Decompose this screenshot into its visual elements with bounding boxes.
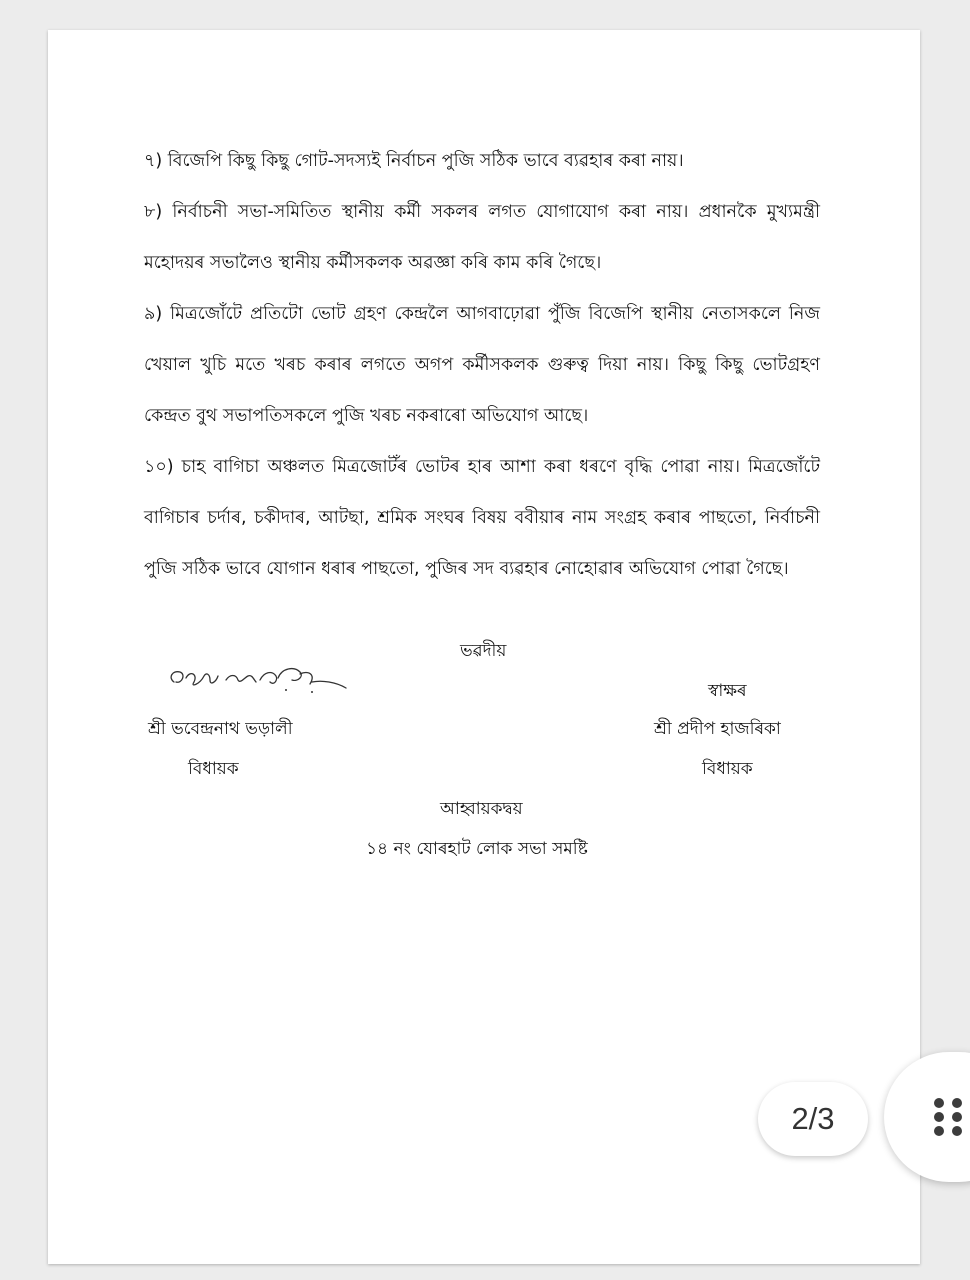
left-signatory-name: শ্ৰী ভবেন্দ্ৰনাথ ভড়ালী bbox=[148, 719, 293, 739]
handwritten-signature bbox=[160, 660, 350, 700]
grid-dots-icon bbox=[932, 1096, 966, 1138]
paragraph-10: ১০) চাহ বাগিচা অঞ্চলত মিত্ৰজোটঁৰ ভোটৰ হাৰ আশা কৰা ধৰণে বৃদ্ধি পোৱা নায়। মিত্ৰজোঁটে বাগিচাৰ চৰ্দাৰ, চকীদাৰ, আটছা, শ্ৰমিক সংঘৰ বিষয় ববীয়াৰ নাম সংগ্ৰহ কৰাৰ পাছতো, নিৰ্বাচনী পুজি সঠিক ভাবে যোগান ধৰাৰ পাছতো, পুজিৰ সদ ব্যৱহাৰ নোহোৱাৰ অভিযোগ পোৱা গৈছে। bbox=[144, 457, 820, 579]
paragraph-7: ৭) বিজেপি কিছু কিছু গোট-সদস্যই নিৰ্বাচন পুজি সঠিক ভাবে ব্যৱহাৰ কৰা নায়। bbox=[144, 151, 684, 171]
document-page bbox=[48, 30, 920, 1264]
left-signatory-title: বিধায়ক bbox=[188, 759, 239, 779]
convenors-label: আহ্বায়কদ্বয় bbox=[440, 799, 523, 819]
right-signatory-title: বিধায়ক bbox=[702, 759, 753, 779]
signature-label: স্বাক্ষৰ bbox=[708, 681, 747, 701]
letter-body bbox=[144, 136, 820, 595]
paragraph-8: ৮) নিৰ্বাচনী সভা-সমিতিত স্থানীয় কৰ্মী সকলৰ লগত যোগাযোগ কৰা নায়। প্ৰধানকৈ মুখ্যমন্ত্ৰী মহোদয়ৰ সভালৈও স্থানীয় কৰ্মীসকলক অৱজ্ঞা কৰি কাম কৰি গৈছে। bbox=[144, 202, 820, 273]
salutation: ভৱদীয় bbox=[460, 641, 507, 661]
paragraph-9: ৯) মিত্ৰজোঁটে প্ৰতিটো ভোট গ্ৰহণ কেন্দ্ৰলৈ আগবাঢ়োৱা পুঁজি বিজেপি স্থানীয় নেতাসকলে নিজ খেয়াল খুচি মতে খৰচ কৰাৰ লগতে অগপ কৰ্মীসকলক গুৰুত্ব দিয়া নায়। কিছু কিছু ভোটগ্ৰহণ কেন্দ্ৰত বুথ সভাপতিসকলে পুজি খৰচ নকৰাৰো অভিযোগ আছে। bbox=[144, 304, 820, 426]
right-signatory-name: শ্ৰী প্ৰদীপ হাজৰিকা bbox=[654, 719, 781, 739]
committee-name: ১৪ নং যোৰহাট লোক সভা সমষ্টি bbox=[366, 839, 588, 859]
page-indicator[interactable]: 2/3 bbox=[758, 1082, 868, 1156]
